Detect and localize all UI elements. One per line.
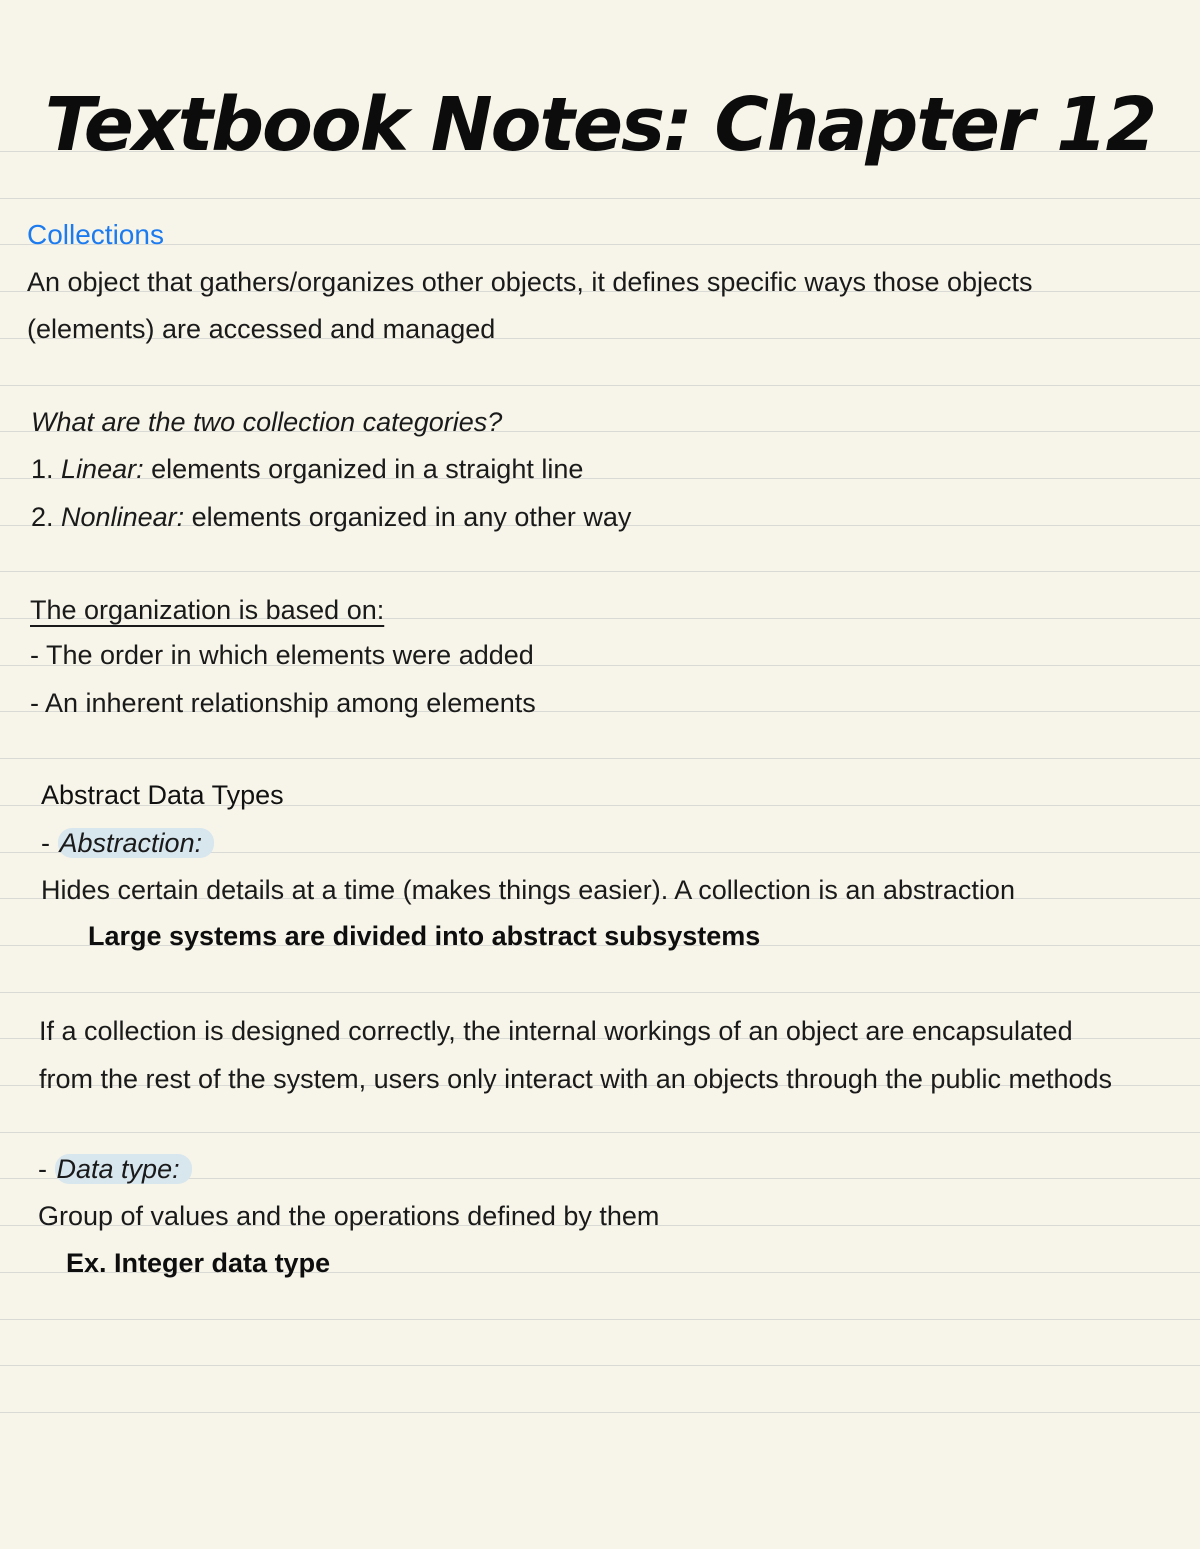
category-nonlinear-number: 2. xyxy=(31,502,54,532)
abstraction-term: Abstraction: xyxy=(58,828,215,858)
datatype-label xyxy=(38,1152,192,1186)
category-nonlinear xyxy=(31,500,631,534)
category-nonlinear-term: Nonlinear: xyxy=(61,502,185,532)
ruled-line xyxy=(0,571,1200,572)
encapsulation-line2: from the rest of the system, users only interact with an objects through the public methods xyxy=(39,1064,1113,1094)
datatype-term: Data type: xyxy=(55,1154,192,1184)
organization-bullet-relationship: - An inherent relationship among elements xyxy=(30,688,536,718)
ruled-line xyxy=(0,1365,1200,1366)
ruled-line xyxy=(0,1319,1200,1320)
datatype-dash: - xyxy=(38,1154,47,1184)
category-linear-term: Linear: xyxy=(61,454,144,484)
ruled-line xyxy=(0,758,1200,759)
collections-definition-line2: (elements) are accessed and managed xyxy=(27,314,496,344)
abstraction-text: Hides certain details at a time (makes things easier). A collection is an abstraction xyxy=(41,875,1015,905)
category-linear-number: 1. xyxy=(31,454,54,484)
ruled-line xyxy=(0,1132,1200,1133)
adt-heading: Abstract Data Types xyxy=(41,780,284,810)
ruled-line xyxy=(0,244,1200,245)
abstraction-note: Large systems are divided into abstract subsystems xyxy=(88,921,761,951)
abstraction-label xyxy=(41,826,214,860)
ruled-line xyxy=(0,992,1200,993)
datatype-example: Ex. Integer data type xyxy=(66,1248,331,1278)
abstraction-dash: - xyxy=(41,828,50,858)
page-title: Textbook Notes: Chapter 12 xyxy=(44,82,1156,168)
collections-definition-line1: An object that gathers/organizes other objects, it defines specific ways those objects xyxy=(27,267,1033,297)
organization-heading: The organization is based on: xyxy=(30,595,385,625)
ruled-line xyxy=(0,1412,1200,1413)
organization-bullet-order: - The order in which elements were added xyxy=(30,640,534,670)
ruled-line xyxy=(0,198,1200,199)
category-linear xyxy=(31,452,583,486)
collections-heading: Collections xyxy=(27,219,164,250)
datatype-text: Group of values and the operations defined by them xyxy=(38,1201,660,1231)
ruled-line xyxy=(0,385,1200,386)
category-linear-text: elements organized in a straight line xyxy=(151,454,584,484)
encapsulation-line1: If a collection is designed correctly, the internal workings of an object are encapsulated xyxy=(39,1016,1073,1046)
category-nonlinear-text: elements organized in any other way xyxy=(191,502,632,532)
categories-question: What are the two collection categories? xyxy=(31,407,503,437)
